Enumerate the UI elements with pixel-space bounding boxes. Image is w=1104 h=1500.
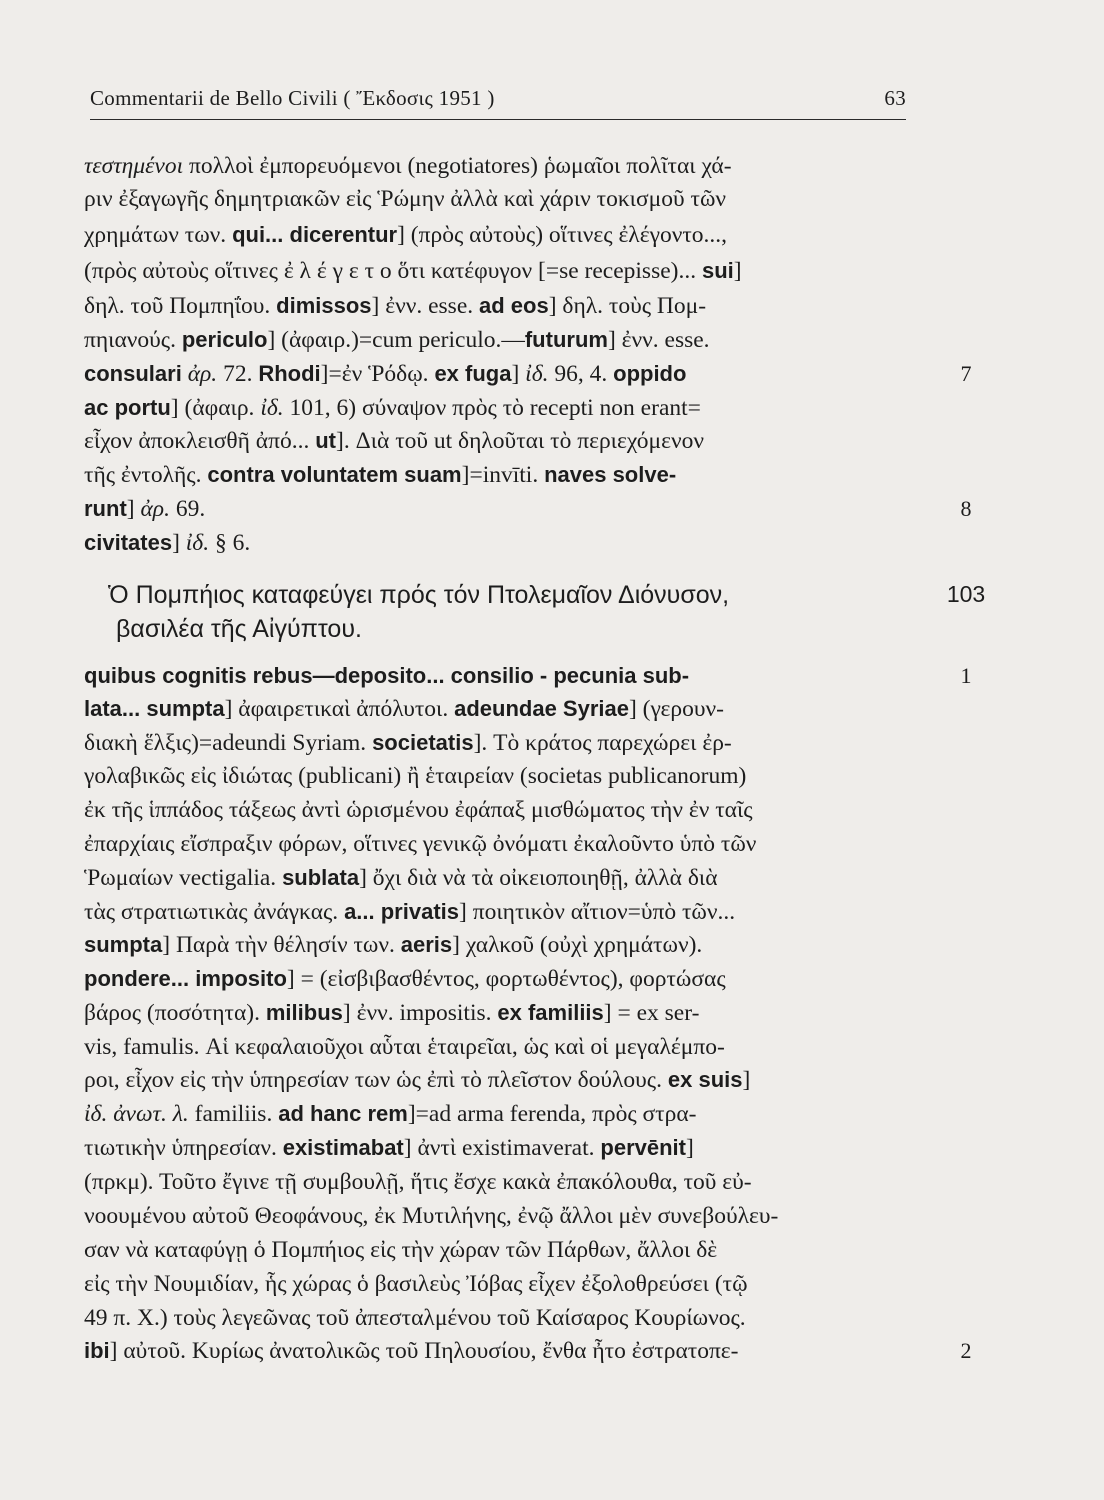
lemma: ad hanc rem <box>278 1101 408 1126</box>
lemma: ad eos <box>479 293 549 318</box>
header-title: Commentarii de Bello Civili ( Ἔκδοσις 1951 ) <box>90 86 495 110</box>
gloss-text: ] ἐνν. esse. <box>607 327 710 353</box>
text-line <box>84 1268 906 1300</box>
gloss-text: ] (ἀφαιρ. <box>170 395 261 421</box>
text-line <box>84 760 906 792</box>
text-line <box>84 219 906 251</box>
lemma: Rhodi <box>258 361 321 386</box>
gloss-text: ] <box>172 530 186 556</box>
gloss-text: ] (ἀφαιρ.)=cum periculo.— <box>267 327 525 353</box>
lemma: consulari <box>84 361 182 386</box>
gloss-text: ] χαλκοῦ (οὐχὶ χρημάτων). <box>452 932 703 958</box>
text-line <box>84 1302 906 1334</box>
gloss-text: ]. Τὸ κράτος παρεχώρει ἐρ- <box>473 730 732 756</box>
text-line <box>84 150 906 182</box>
gloss-text: νοουμένου αὐτοῦ Θεοφάνους, ἐκ Μυτιλήνης, ἐνῷ ἄλλοι μὲν συνεβούλευ- <box>84 1203 779 1229</box>
text-line <box>84 693 906 725</box>
gloss-text: ] = ex ser- <box>603 1000 700 1026</box>
gloss-text: familiis. <box>188 1101 279 1127</box>
lemma: ut <box>315 428 336 453</box>
gloss-text: ] δηλ. τοὺς Πομ- <box>548 293 707 319</box>
gloss-text: ] <box>733 258 742 284</box>
gloss-text: ] ποιητικὸν αἴτιον=ὑπὸ τῶν... <box>459 899 736 925</box>
gloss-text: ]. Διὰ τοῦ ut δηλοῦται τὸ περιεχόμενον <box>336 428 705 454</box>
text-line <box>84 255 906 287</box>
margin-number: 103 <box>946 581 986 607</box>
lemma: qui... dicerentur <box>232 222 398 247</box>
section-heading-line-2: βασιλέα τῆς Αἰγύπτου. <box>116 615 362 643</box>
gloss-text: ] Παρὰ τὴν θέλησίν των. <box>162 932 401 958</box>
section-heading-line-1: Ὁ Πομπήιος καταφεύγει πρός τόν Πτολεμαῖον Διόνυσον, <box>108 581 730 609</box>
gloss-text: (πρὸς αὐτοὺς οἵτινες ἐ λ έ γ ε τ ο ὅτι κατέφυγον [=se recepisse)... <box>84 258 702 284</box>
gloss-text: τῆς ἐντολῆς. <box>84 462 208 488</box>
lemma: ibi <box>84 1338 110 1363</box>
page-number: 63 <box>884 86 906 110</box>
gloss-text: 96, 4. <box>548 361 614 387</box>
lemma: quibus cognitis rebus—deposito... consilio - pecunia sub- <box>84 663 690 688</box>
lemma: ex fuga <box>434 361 512 386</box>
lemma: pervēnit <box>600 1135 686 1160</box>
gloss-text: ἐκ τῆς ἱππάδος τάξεως ἀντὶ ὡρισμένου ἐφάπαξ μισθώματος τὴν ἐν ταῖς <box>84 797 753 823</box>
gloss-text: ἐπαρχίαις εἴσπραξιν φόρων, οἵτινες γενικῷ ὀνόματι ἐκαλοῦντο ὑπὸ τῶν <box>84 831 757 857</box>
gloss-text: ] ὄχι διὰ νὰ τὰ οἰκειοποιηθῇ, ἀλλὰ διὰ <box>359 865 718 891</box>
gloss-text: Ῥωμαίων vectigalia. <box>84 865 283 891</box>
header-rule <box>90 119 906 120</box>
lemma: sui <box>701 258 734 283</box>
lemma: existimabat <box>282 1135 404 1160</box>
text-line <box>84 997 906 1029</box>
gloss-text: 101, 6) σύναψον πρὸς τὸ recepti non erant= <box>283 395 701 421</box>
text-line <box>84 896 906 928</box>
text-line <box>84 1031 906 1063</box>
lemma: oppido <box>613 361 687 386</box>
gloss-text: ] ἐνν. esse. <box>371 293 480 319</box>
gloss-text: ] <box>742 1067 751 1093</box>
gloss-text: ριν ἐξαγωγῆς δημητριακῶν εἰς Ῥώμην ἀλλὰ καὶ χάριν τοκισμοῦ τῶν <box>84 186 727 212</box>
text-line <box>84 1166 906 1198</box>
text-line <box>84 1064 906 1096</box>
gloss-text: τιωτικὴν ὑπηρεσίαν. <box>84 1135 283 1161</box>
gloss-text: διακὴ ἕλξις)=adeundi Syriam. <box>84 730 373 756</box>
lemma: contra voluntatem suam <box>207 462 462 487</box>
lemma: aeris <box>400 932 453 957</box>
gloss-text: ] = (εἰσβιβασθέντος, φορτωθέντος), φορτώσας <box>286 966 726 992</box>
lemma: dimissos <box>276 293 372 318</box>
gloss-text: ]=ἐν Ῥόδῳ. <box>320 361 435 387</box>
gloss-text: ] ἀφαιρετικαὶ ἀπόλυτοι. <box>224 696 455 722</box>
gloss-text: ] <box>685 1135 694 1161</box>
text-line <box>84 1335 906 1367</box>
gloss-text: ] (πρὸς αὐτοὺς) οἵτινες ἐλέγοντο..., <box>397 222 728 248</box>
gloss-text: 49 π. Χ.) τοὺς λεγεῶνας τοῦ ἀπεσταλμένου τοῦ Καίσαρος Κουρίωνος. <box>84 1305 746 1331</box>
lemma: periculo <box>181 327 268 352</box>
gloss-text: δηλ. τοῦ Πομπηΐου. <box>84 293 277 319</box>
text-line <box>84 828 906 860</box>
gloss-text: σαν νὰ καταφύγῃ ὁ Πομπήιος εἰς τὴν χώραν τῶν Πάρθων, ἄλλοι δὲ <box>84 1237 718 1263</box>
lemma: civitates <box>84 530 173 555</box>
text-line <box>84 290 906 322</box>
margin-number: 2 <box>960 1338 972 1363</box>
text-line <box>84 183 906 215</box>
text-line <box>84 425 906 457</box>
text-line <box>84 660 906 692</box>
lemma: sublata <box>282 865 360 890</box>
lemma: societatis <box>372 730 474 755</box>
text-line <box>84 862 906 894</box>
lemma: milibus <box>265 1000 343 1025</box>
text-line <box>84 794 906 826</box>
text-line <box>84 527 906 559</box>
lemma: adeundae Syriae <box>454 696 629 721</box>
text-line <box>84 1234 906 1266</box>
abbreviation: ἰδ. ἀνωτ. λ. <box>84 1101 189 1127</box>
gloss-text: (πρκμ). Τοῦτο ἔγινε τῇ συμβουλῇ, ἥτις ἔσχε κακὰ ἐπακόλουθα, τοῦ εὐ- <box>84 1169 752 1195</box>
gloss-text: ] ἀντὶ existimaverat. <box>403 1135 601 1161</box>
text-line <box>84 963 906 995</box>
gloss-text: § 6. <box>209 530 251 556</box>
margin-number: 7 <box>960 361 972 386</box>
lemma: sumpta <box>84 932 163 957</box>
gloss-text: εἶχον ἀποκλεισθῆ ἀπό... <box>84 428 316 454</box>
lemma: pondere... imposito <box>84 966 287 991</box>
text-line <box>84 1098 906 1130</box>
text-line <box>84 929 906 961</box>
gloss-text: ]=invīti. <box>461 462 545 488</box>
gloss-text: γολαβικῶς εἰς ἰδιώτας (publicani) ἢ ἑταιρείαν (societas publicanorum) <box>84 763 747 789</box>
abbreviation: ἰδ. <box>260 395 284 421</box>
lemma: runt <box>84 496 127 521</box>
gloss-text: vis, famulis. Αἱ κεφαλαιοῦχοι αὗται ἑταιρεῖαι, ὡς καὶ οἱ μεγαλέμπο- <box>84 1034 725 1060</box>
lemma: ex familiis <box>497 1000 604 1025</box>
gloss-text: χρημάτων των. <box>84 222 233 248</box>
text-line <box>84 727 906 759</box>
abbreviation: ἀρ. <box>187 361 218 387</box>
text-line <box>84 1132 906 1164</box>
gloss-text: ροι, εἶχον εἰς τὴν ὑπηρεσίαν των ὡς ἐπὶ τὸ πλεῖστον δούλους. <box>84 1067 668 1093</box>
lemma: naves solve- <box>544 462 677 487</box>
margin-number: 1 <box>960 663 972 688</box>
lemma: lata... sumpta <box>84 696 225 721</box>
text-line <box>84 459 906 491</box>
gloss-text: εἰς τὴν Νουμιδίαν, ἧς χώρας ὁ βασιλεὺς Ἰόβας εἶχεν ἐξολοθρεύσει (τῷ <box>84 1271 748 1297</box>
text-line <box>84 392 906 424</box>
gloss-text: τὰς στρατιωτικὰς ἀνάγκας. <box>84 899 345 925</box>
lemma: ac portu <box>84 395 171 420</box>
lemma: futurum <box>524 327 608 352</box>
gloss-text: ] <box>511 361 526 387</box>
gloss-text: ] αὐτοῦ. Κυρίως ἀνατολικῶς τοῦ Πηλουσίου, ἔνθα ἦτο ἐστρατοπε- <box>109 1338 739 1364</box>
text-line <box>84 358 906 390</box>
text-line <box>84 324 906 356</box>
gloss-text: 69. <box>169 496 206 522</box>
gloss-text: ] <box>126 496 141 522</box>
abbreviation: ἰδ. <box>185 530 210 556</box>
gloss-text: πολλοὶ ἐμπορευόμενοι (negotiatores) ῥωμαῖοι πολῖται χά- <box>183 153 732 179</box>
gloss-text: ] (γερουν- <box>628 696 724 722</box>
running-header <box>90 86 906 116</box>
gloss-text: πηιανούς. <box>84 327 182 353</box>
abbreviation: ἀρ. <box>140 496 170 522</box>
text-line <box>84 493 906 525</box>
lemma: ex suis <box>667 1067 743 1092</box>
lemma: a... privatis <box>344 899 460 924</box>
margin-number: 8 <box>960 496 972 521</box>
text-line <box>84 1200 906 1232</box>
abbreviation: τεστημένοι <box>84 153 184 179</box>
abbreviation: ἰδ. <box>525 361 549 387</box>
gloss-text: ]=ad arma ferenda, πρὸς στρα- <box>407 1101 697 1127</box>
gloss-text: 72. <box>217 361 259 387</box>
gloss-text: ] ἐνν. impositis. <box>342 1000 498 1026</box>
gloss-text: βάρος (ποσότητα). <box>84 1000 266 1026</box>
